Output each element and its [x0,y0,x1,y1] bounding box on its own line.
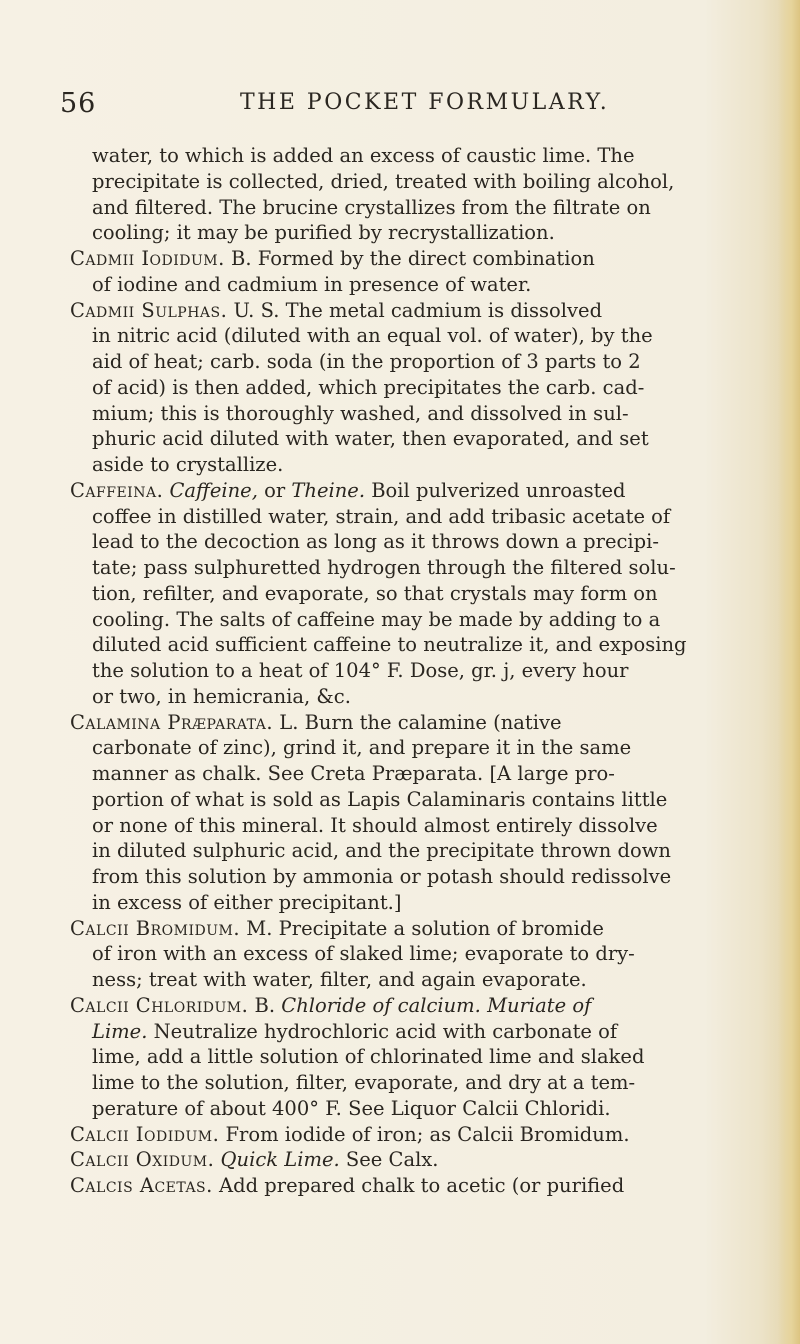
line-text: in diluted sulphuric acid, and the precipitate thrown down [92,839,671,863]
text-line [70,890,742,916]
entry-line [70,246,742,272]
text-line [70,658,742,684]
entry-line [70,1122,742,1148]
text-line [70,504,742,530]
line-text: B. Formed by the direct combination [224,247,595,270]
italic-text: Quick Lime. [220,1148,340,1172]
line-text: mium; this is thoroughly washed, and dissolved in sul- [92,401,629,425]
text-line [70,349,742,375]
italic-text: Chloride of calcium. [281,993,481,1017]
text-line [70,1096,742,1122]
text-line [70,735,742,761]
line-text: tate; pass sulphuretted hydrogen through the filtered solu- [92,556,676,579]
line-text: perature of about 400° F. See Liquor Calcii Chloridi. [92,1096,611,1120]
line-text: in nitric acid (diluted with an equal vol. of water), by the [92,324,653,348]
line-text: Add prepared chalk to acetic (or purified [212,1174,625,1197]
text-line [70,1044,742,1070]
line-text: of acid) is then added, which precipitates the carb. cad- [92,375,645,399]
text-line [70,941,742,967]
text-line [70,864,742,890]
line-text: and filtered. The brucine crystallizes from the filtrate on [92,195,651,219]
text-line [70,787,742,813]
text-line [70,684,742,710]
line-text: lime to the solution, filter, evaporate, and dry at a tem- [92,1071,636,1094]
line-text: Neutralize hydrochloric acid with carbonate of [147,1019,618,1043]
text-line [70,607,742,633]
text-line [70,143,742,169]
text-line [70,813,742,839]
text-line [70,401,742,427]
line-text: in excess of either precipitant.] [92,890,402,914]
line-text: cooling; it may be purified by recrystallization. [92,221,555,245]
entry-heading: Caffeina. [70,478,164,502]
line-text: From iodide of iron; as Calcii Bromidum. [219,1122,630,1146]
line-text: or none of this mineral. It should almost entirely dissolve [92,813,658,837]
entry-heading: Calcii Bromidum. [70,916,241,940]
text-line [70,375,742,401]
line-text: portion of what is sold as Lapis Calaminaris contains little [92,787,668,811]
entry-line [70,1173,742,1199]
text-line [70,967,742,993]
text-line [70,555,742,581]
entry-heading: Calcii Oxidum. [70,1148,215,1172]
line-text: water, to which is added an excess of caustic lime. The [92,144,635,167]
line-text: of iodine and cadmium in presence of water. [92,272,532,296]
running-title: THE POCKET FORMULARY. [240,90,610,115]
text-line [70,323,742,349]
italic-text: Theine. [291,478,366,502]
text-line [70,838,742,864]
line-text: from this solution by ammonia or potash should redissolve [92,865,672,888]
entry-heading: Calcis Acetas. [70,1174,213,1197]
text-line [70,195,742,221]
text-line [70,761,742,787]
line-text: lead to the decoction as long as it throws down a precipi- [92,530,659,554]
page-edge-shadow [778,0,800,1344]
line-text: aside to crystallize. [92,453,284,476]
entry-line [70,710,742,736]
text-line [70,1019,742,1045]
line-text: the solution to a heat of 104° F. Dose, gr. j, every hour [92,659,629,682]
line-text: phuric acid diluted with water, then evaporated, and set [92,427,649,451]
line-text: tion, refilter, and evaporate, so that crystals may form on [92,581,658,605]
text-line [70,220,742,246]
line-text: U. S. The metal cadmium is dissolved [227,298,603,322]
entry-line [70,916,742,942]
line-text: precipitate is collected, dried, treated with boiling alcohol, [92,169,675,193]
line-text: B. [248,993,282,1017]
line-text: See Calx. [339,1148,439,1172]
line-text: L. Burn the calamine (native [273,710,562,734]
line-text: aid of heat; carb. soda (in the proportion of 3 parts to 2 [92,350,641,373]
entry-line [70,298,742,324]
page-header [60,88,740,118]
text-line [70,1070,742,1096]
entry-heading: Calamina Præparata. [70,710,274,734]
italic-text: Caffeine, [169,478,258,502]
entry-heading: Calcii Chloridum. [70,993,249,1017]
text-line [70,529,742,555]
line-text: M. Precipitate a solution of bromide [240,916,604,940]
text-line [70,452,742,478]
entry-line [70,993,742,1019]
line-text: or two, in hemicrania, &c. [92,684,351,708]
text-line [70,169,742,195]
text-line [70,272,742,298]
entry-line [70,478,742,504]
italic-text: Muriate of [487,993,592,1017]
page-number: 56 [60,88,97,119]
text-line [70,581,742,607]
entry-line [70,1147,742,1173]
entry-heading: Calcii Iodidum. [70,1122,220,1146]
line-text: coffee in distilled water, strain, and add tribasic acetate of [92,504,671,528]
text-line [70,632,742,658]
line-text: carbonate of zinc), grind it, and prepare it in the same [92,736,632,760]
line-text: diluted acid sufficient caffeine to neutralize it, and exposing [92,633,687,657]
entry-heading: Cadmii Iodidum. [70,247,225,270]
line-text: lime, add a little solution of chlorinated lime and slaked [92,1045,645,1069]
line-text: of iron with an excess of slaked lime; evaporate to dry- [92,942,635,966]
line-text: ness; treat with water, filter, and again evaporate. [92,968,587,991]
line-text: cooling. The salts of caffeine may be made by adding to a [92,607,661,631]
formulary-body [70,143,742,1199]
text-line [70,426,742,452]
line-text: or [257,478,292,502]
line-text: Boil pulverized unroasted [365,478,626,502]
entry-heading: Cadmii Sulphas. [70,298,228,322]
line-text: manner as chalk. See Creta Præparata. [A large pro- [92,762,615,785]
italic-text: Lime. [92,1019,148,1043]
